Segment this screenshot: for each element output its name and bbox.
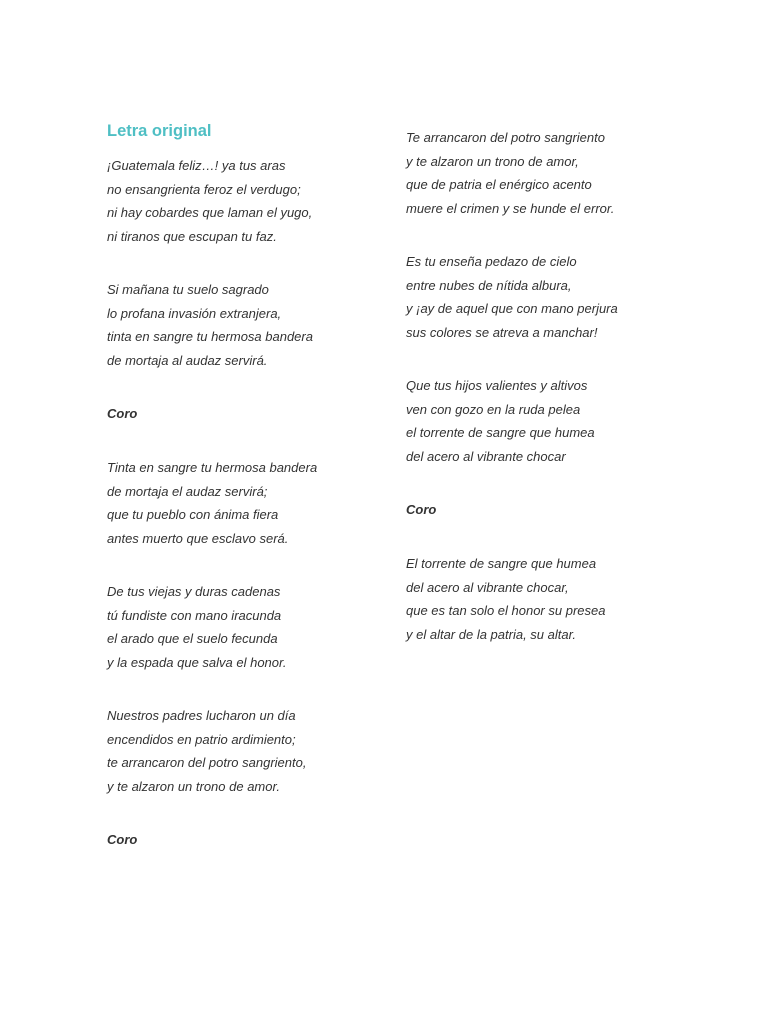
verse-line: de mortaja el audaz servirá; (107, 483, 268, 499)
verse-line: ni tiranos que escupan tu faz. (107, 228, 277, 244)
verse-stanza (107, 580, 286, 674)
verse-line: Es tu enseña pedazo de cielo (406, 254, 577, 269)
chorus-label (406, 498, 436, 522)
verse-line: ni hay cobardes que laman el yugo, (107, 205, 313, 220)
verse-line: y te alzaron un trono de amor. (107, 778, 280, 794)
verse-line: tú fundiste con mano iracunda (107, 607, 282, 623)
verse-line: entre nubes de nítida albura, (406, 277, 572, 293)
verse-stanza (406, 250, 618, 344)
verse-line: Te arrancaron del potro sangriento (406, 130, 605, 145)
verse-line: del acero al vibrante chocar, (406, 579, 569, 595)
verse-line: que tu pueblo con ánima fiera (107, 507, 279, 522)
chorus-label (107, 828, 137, 852)
chorus-text: Coro (406, 502, 437, 517)
verse-line: el torrente de sangre que humea (406, 425, 595, 440)
verse-line: Que tus hijos valientes y altivos (406, 378, 588, 393)
verse-stanza (107, 154, 312, 248)
verse-line: Nuestros padres lucharon un día (107, 708, 296, 723)
verse-line: y ¡ay de aquel que con mano perjura (406, 301, 618, 316)
verse-line: el arado que el suelo fecunda (107, 631, 278, 646)
verse-line: y el altar de la patria, su altar. (406, 626, 577, 642)
chorus-label (107, 402, 137, 426)
verse-stanza (406, 552, 605, 646)
verse-line: encendidos en patrio ardimiento; (107, 731, 296, 747)
chorus-text: Coro (107, 832, 138, 847)
verse-line: De tus viejas y duras cadenas (107, 584, 281, 599)
verse-line: lo profana invasión extranjera, (107, 305, 282, 321)
verse-line: Si mañana tu suelo sagrado (107, 282, 269, 297)
verse-stanza (107, 704, 306, 798)
page-title: Letra original (107, 122, 212, 140)
verse-line: del acero al vibrante chocar (406, 448, 566, 464)
verse-line: sus colores se atreva a manchar! (406, 324, 598, 340)
verse-line: no ensangrienta feroz el verdugo; (107, 181, 301, 197)
verse-line: antes muerto que esclavo será. (107, 530, 289, 546)
verse-line: que es tan solo el honor su presea (406, 603, 606, 618)
verse-line: te arrancaron del potro sangriento, (107, 755, 307, 770)
verse-line: que de patria el enérgico acento (406, 177, 592, 192)
verse-line: muere el crimen y se hunde el error. (406, 200, 615, 216)
verse-line: El torrente de sangre que humea (406, 556, 597, 571)
verse-stanza (107, 278, 313, 372)
verse-line: de mortaja al audaz servirá. (107, 352, 268, 368)
verse-line: tinta en sangre tu hermosa bandera (107, 329, 313, 344)
chorus-text: Coro (107, 406, 138, 421)
verse-line: Tinta en sangre tu hermosa bandera (107, 460, 318, 475)
verse-line: ven con gozo en la ruda pelea (406, 401, 581, 417)
verse-stanza (406, 374, 595, 468)
verse-stanza (406, 126, 614, 220)
verse-stanza (107, 456, 317, 550)
verse-line: ¡Guatemala feliz…! ya tus aras (107, 158, 286, 173)
verse-line: y te alzaron un trono de amor, (406, 153, 579, 169)
verse-line: y la espada que salva el honor. (107, 654, 287, 670)
